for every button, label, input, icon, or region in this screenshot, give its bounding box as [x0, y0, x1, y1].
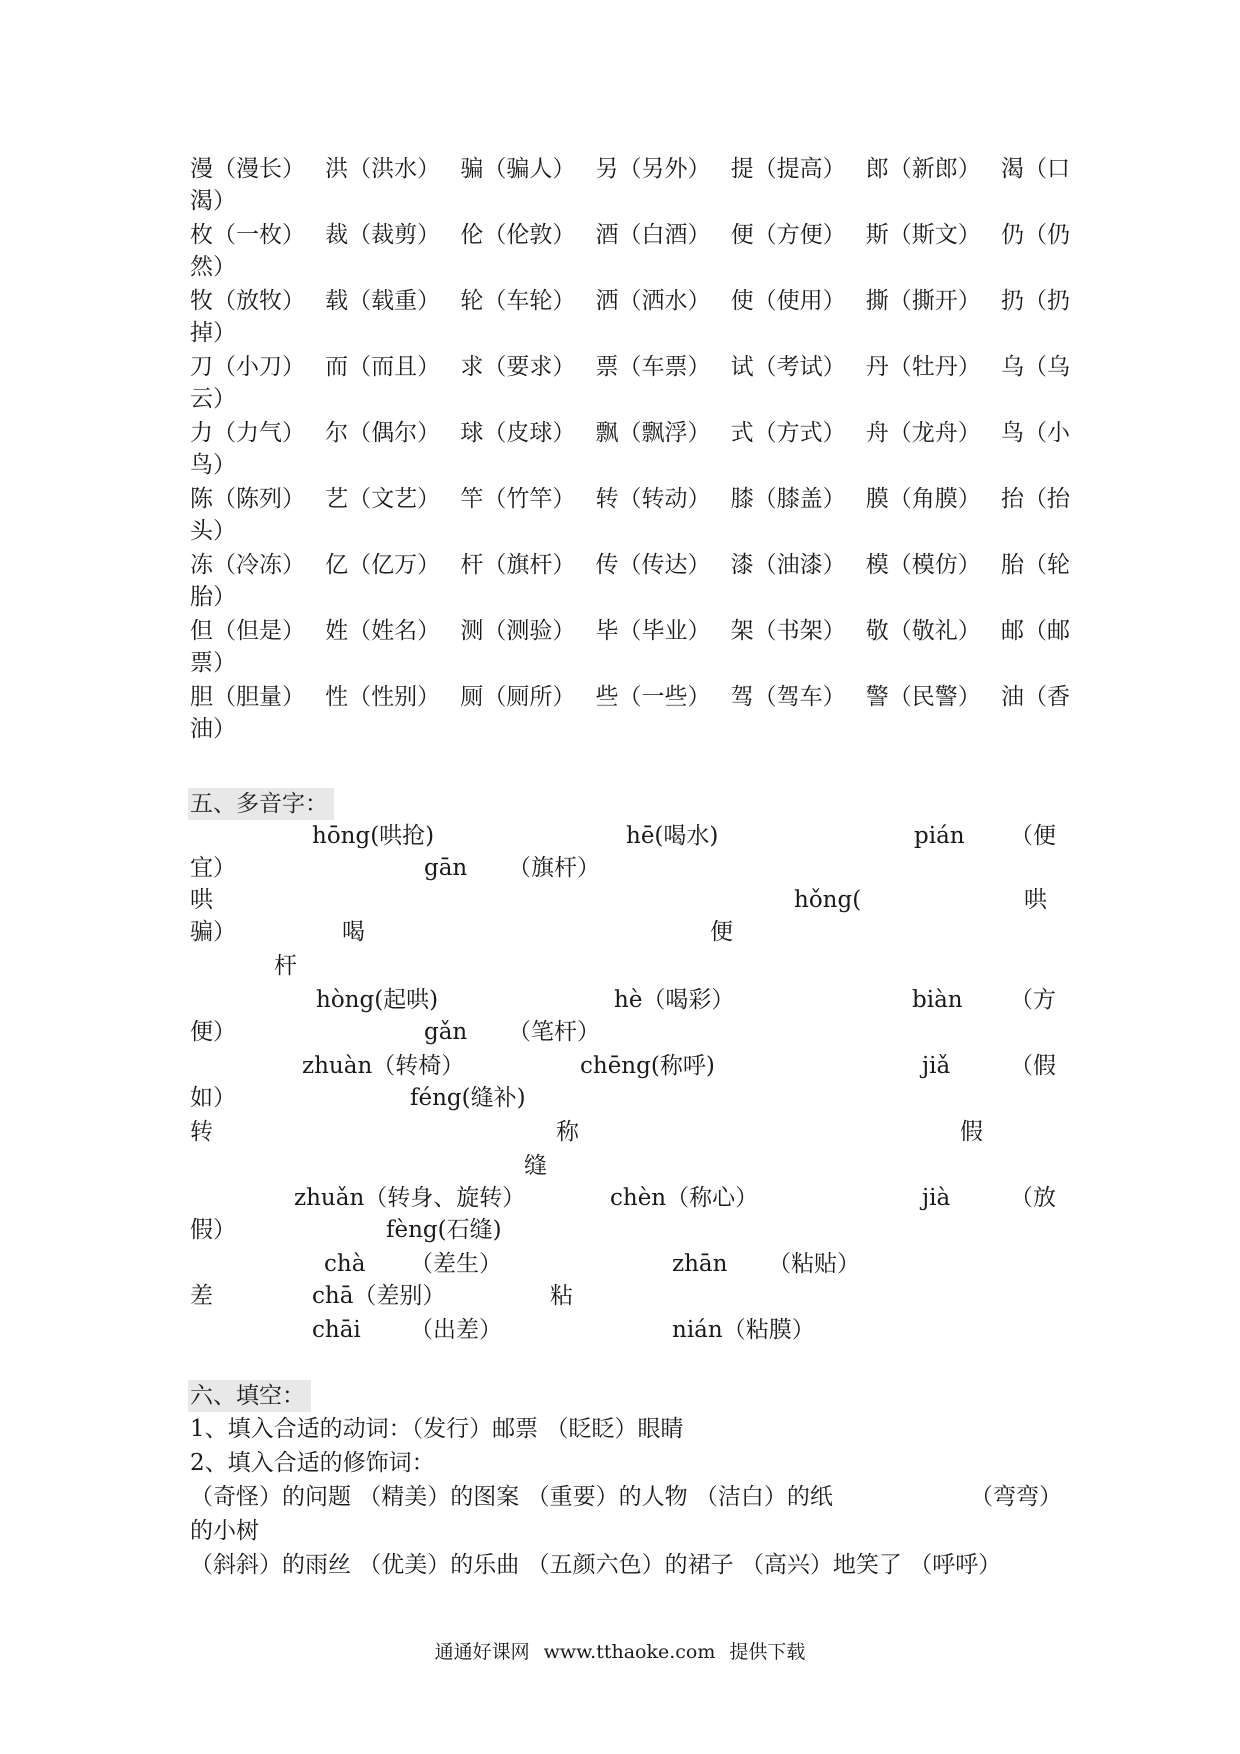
word-item: 丹（牡丹） [865, 354, 981, 380]
char-cha: 差 [190, 1283, 213, 1309]
footer-site: 通通好课网 [434, 1641, 530, 1663]
word-item: 式（方式） [730, 420, 846, 446]
word-item: 扔（扔 [1000, 288, 1070, 314]
char-zhuan: 转 [190, 1119, 213, 1145]
word-item: 抬（抬 [1000, 486, 1070, 512]
word-item: 漆（油漆） [730, 552, 846, 578]
fill-line-3-end: （弯弯） [970, 1484, 1062, 1510]
word-item: 牧（放牧） [190, 288, 305, 314]
word-item: 枚（一枚） [190, 222, 305, 248]
word-item: 而（而且） [325, 354, 441, 380]
word-item: 撕（撕开） [865, 288, 981, 314]
pinyin-nian: nián（粘膜） [672, 1317, 815, 1343]
text-fangbian: 便） [190, 1019, 236, 1045]
pinyin-chai: chāi [312, 1317, 361, 1343]
pinyin-hong1: hōng(哄抢) [312, 823, 435, 849]
word-row [190, 284, 1070, 318]
pinyin-bian: biàn [912, 987, 963, 1013]
word-row [190, 152, 1070, 186]
word-item: 斯（斯文） [865, 222, 981, 248]
pinyin-jia2: jià [922, 1185, 951, 1211]
word-row-wrap: 渴） [190, 188, 236, 214]
word-item: 性（性别） [325, 684, 441, 710]
text-chasheng: （差生） [410, 1251, 502, 1277]
word-item: 求（要求） [460, 354, 576, 380]
word-item: 杆（旗杆） [460, 552, 576, 578]
word-row [190, 350, 1070, 384]
pinyin-feng1: féng(缝补) [410, 1085, 526, 1111]
word-item: 洒（洒水） [595, 288, 711, 314]
text-bigan: （笔杆） [508, 1019, 600, 1045]
word-item: 驾（驾车） [730, 684, 846, 710]
word-row-wrap: 胎） [190, 584, 236, 610]
char-zhan: 粘 [550, 1283, 573, 1309]
char-bian: 便 [710, 919, 733, 945]
word-row [190, 680, 1070, 714]
footer-url[interactable]: www.tthaoke.com [543, 1641, 716, 1663]
char-gan: 杆 [274, 953, 297, 979]
char-jia: 假 [960, 1119, 983, 1145]
text-fangjia: 假） [190, 1217, 236, 1243]
text-jia-open: （假 [1010, 1053, 1056, 1079]
word-row [190, 218, 1070, 252]
word-item: 漫（漫长） [190, 156, 305, 182]
char-hong: 哄 [190, 887, 213, 913]
char-he: 喝 [342, 919, 365, 945]
word-row-wrap: 掉） [190, 320, 236, 346]
word-item: 郎（新郎） [865, 156, 981, 182]
fill-line-1: 1、填入合适的动词：（发行）邮票 （眨眨）眼睛 [190, 1416, 684, 1442]
word-item: 伦（伦敦） [460, 222, 576, 248]
word-item: 艺（文艺） [325, 486, 441, 512]
pinyin-cha2: chā（差别） [312, 1283, 446, 1309]
word-item: 裁（裁剪） [325, 222, 441, 248]
word-item: 传（传达） [595, 552, 711, 578]
fill-line-2: 2、填入合适的修饰词： [190, 1450, 435, 1476]
word-item: 转（转动） [595, 486, 711, 512]
word-item: 酒（白酒） [595, 222, 711, 248]
footer [0, 1638, 1240, 1666]
word-item: 另（另外） [595, 156, 711, 182]
word-item: 油（香 [1000, 684, 1070, 710]
word-item: 洪（洪水） [325, 156, 441, 182]
word-item: 票（车票） [595, 354, 711, 380]
word-item: 胎（轮 [1000, 552, 1070, 578]
pinyin-pian: pián [914, 823, 965, 849]
fill-heading: 六、填空： [188, 1380, 311, 1412]
word-item: 架（书架） [730, 618, 846, 644]
pinyin-hong2: hǒng( [794, 887, 862, 913]
word-item: 陈（陈列） [190, 486, 305, 512]
word-item: 尔（偶尔） [325, 420, 441, 446]
word-row-wrap: 鸟） [190, 452, 236, 478]
word-item: 些（一些） [595, 684, 711, 710]
word-row-wrap: 头） [190, 518, 236, 544]
text-qigan: （旗杆） [508, 855, 600, 881]
pinyin-cha1: chà [324, 1251, 366, 1277]
pinyin-hong3: hòng(起哄) [316, 987, 439, 1013]
word-row [190, 548, 1070, 582]
pinyin-cheng: chēng(称呼) [580, 1053, 715, 1079]
word-item: 舟（龙舟） [865, 420, 981, 446]
word-item: 膜（角膜） [865, 486, 981, 512]
text-chuchai: （出差） [410, 1317, 502, 1343]
word-item: 测（测验） [460, 618, 576, 644]
word-item: 提（提高） [730, 156, 846, 182]
word-item: 邮（邮 [1000, 618, 1070, 644]
word-row-wrap: 油） [190, 716, 236, 742]
polyphone-heading: 五、多音字： [188, 788, 334, 820]
pinyin-chen: chèn（称心） [610, 1185, 759, 1211]
pinyin-zhuan2: zhuǎn（转身、旋转） [294, 1185, 526, 1211]
pinyin-he2: hè（喝彩） [614, 987, 735, 1013]
word-item: 竿（竹竿） [460, 486, 576, 512]
word-item: 刀（小刀） [190, 354, 305, 380]
word-item: 乌（乌 [1000, 354, 1070, 380]
fill-line-4: 的小树 [190, 1518, 259, 1544]
word-item: 试（考试） [730, 354, 846, 380]
word-item: 仍（仍 [1000, 222, 1070, 248]
word-item: 厕（厕所） [460, 684, 576, 710]
pinyin-zhuan1: zhuàn（转椅） [302, 1053, 465, 1079]
fill-line-5: （斜斜）的雨丝 （优美）的乐曲 （五颜六色）的裙子 （高兴）地笑了 （呼呼） [190, 1552, 1002, 1578]
word-item: 毕（毕业） [595, 618, 711, 644]
word-item: 力（力气） [190, 420, 305, 446]
word-item: 但（但是） [190, 618, 305, 644]
text-yi: 宜） [190, 855, 236, 881]
word-row-wrap: 票） [190, 650, 236, 676]
word-item: 便（方便） [730, 222, 846, 248]
word-item: 冻（冷冻） [190, 552, 305, 578]
word-item: 飘（飘浮） [595, 420, 711, 446]
footer-suffix: 提供下载 [729, 1641, 806, 1663]
text-jiaru: 如） [190, 1085, 236, 1111]
pinyin-jia1: jiǎ [922, 1053, 951, 1079]
word-item: 敬（敬礼） [865, 618, 981, 644]
pinyin-he1: hē(喝水) [626, 823, 719, 849]
text-fang-open: （方 [1010, 987, 1056, 1013]
char-feng: 缝 [524, 1153, 547, 1179]
word-item: 模（模仿） [865, 552, 981, 578]
word-row-wrap: 然） [190, 254, 236, 280]
text-bian-open: （便 [1010, 823, 1056, 849]
word-item: 球（皮球） [460, 420, 576, 446]
text-zhantie: （粘贴） [768, 1251, 860, 1277]
pinyin-feng2: fèng(石缝) [386, 1217, 502, 1243]
pinyin-zhan: zhān [672, 1251, 728, 1277]
word-item: 胆（胆量） [190, 684, 305, 710]
word-item: 膝（膝盖） [730, 486, 846, 512]
text-hong-word: 哄 [1024, 887, 1047, 913]
pinyin-gan1: gān [424, 855, 468, 881]
word-item: 渴（口 [1000, 156, 1070, 182]
word-item: 载（载重） [325, 288, 441, 314]
word-item: 轮（车轮） [460, 288, 576, 314]
word-row [190, 614, 1070, 648]
word-item: 姓（姓名） [325, 618, 441, 644]
fill-line-3: （奇怪）的问题 （精美）的图案 （重要）的人物 （洁白）的纸 [190, 1484, 833, 1510]
word-row [190, 416, 1070, 450]
word-item: 警（民警） [865, 684, 981, 710]
pinyin-gan2: gǎn [424, 1019, 468, 1045]
word-item: 使（使用） [730, 288, 846, 314]
text-fang2-open: （放 [1010, 1185, 1056, 1211]
word-item: 鸟（小 [1000, 420, 1070, 446]
text-pian: 骗） [190, 919, 236, 945]
word-row-wrap: 云） [190, 386, 236, 412]
word-row [190, 482, 1070, 516]
word-item: 骗（骗人） [460, 156, 576, 182]
char-cheng: 称 [556, 1119, 579, 1145]
word-item: 亿（亿万） [325, 552, 441, 578]
